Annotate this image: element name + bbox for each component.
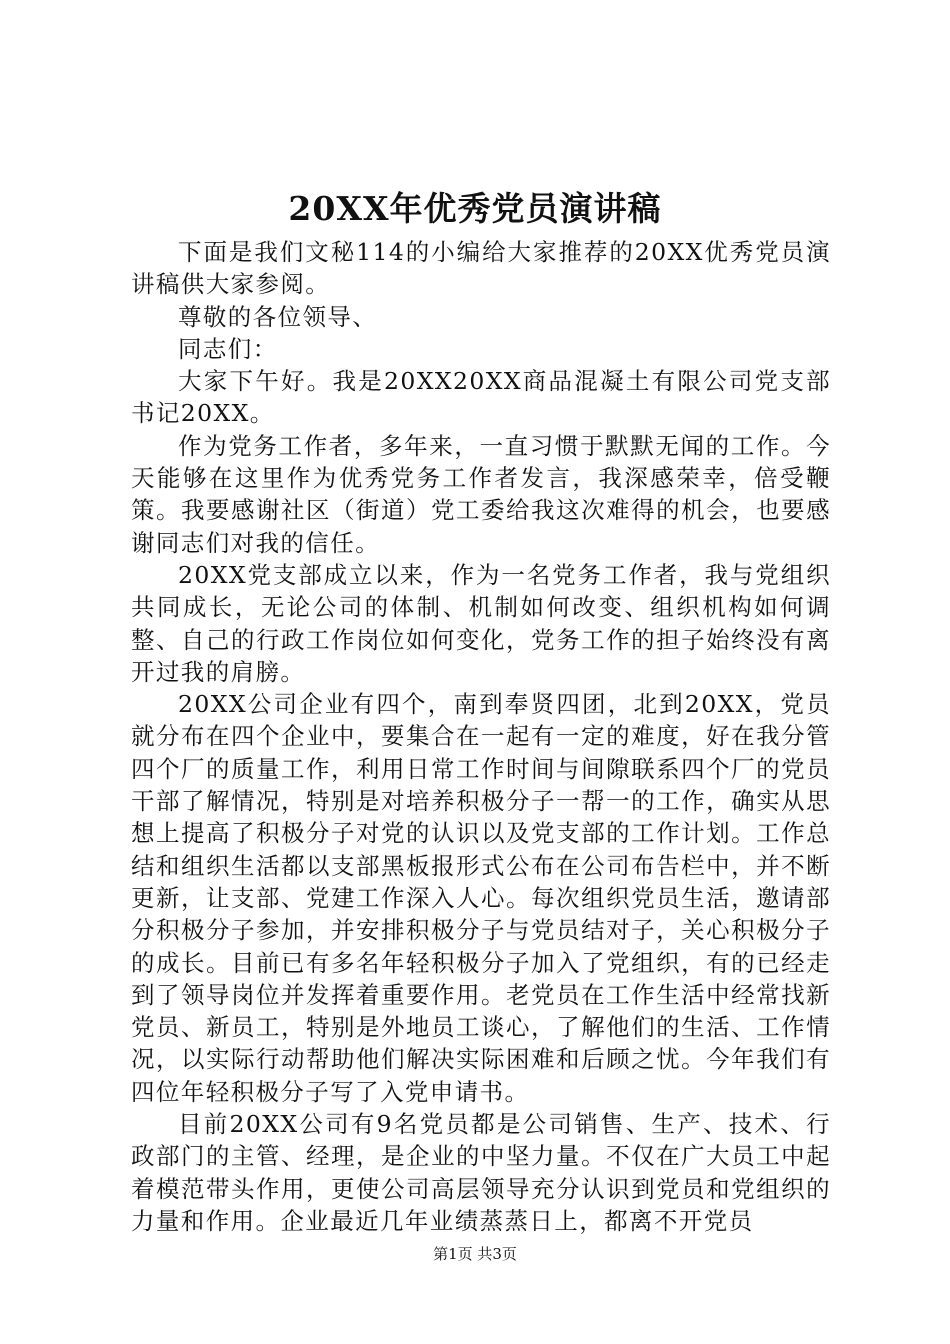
body-paragraph: 目前20XX公司有9名党员都是公司销售、生产、技术、行政部门的主管、经理，是企业的中坚力量。不仅在广大员工中起着模范带头作用，更使公司高层领导充分认识到党员和党组织的力量和作用。企业最近几年业绩蒸蒸日上，都离不开党员 [131, 1110, 831, 1235]
intro-paragraph: 下面是我们文秘114的小编给大家推荐的20XX优秀党员演讲稿供大家参阅。 [131, 238, 831, 299]
page-footer: 第1页 共3页 [433, 1245, 517, 1263]
body-paragraph: 20XX党支部成立以来，作为一名党务工作者，我与党组织共同成长，无论公司的体制、机制如何改变、组织机构如何调整、自己的行政工作岗位如何变化，党务工作的担子始终没有离开过我的肩膀。 [131, 560, 831, 686]
body-paragraph: 作为党务工作者，多年来，一直习惯于默默无闻的工作。今天能够在这里作为优秀党务工作者发言，我深感荣幸，倍受鞭策。我要感谢社区（街道）党工委给我这次难得的机会，也要感谢同志们对我的信任。 [131, 431, 831, 557]
salutation-line-2: 同志们： [178, 334, 278, 363]
salutation-line-1: 尊敬的各位领导、 [178, 302, 378, 331]
greeting-paragraph: 大家下午好。我是20XX20XX商品混凝土有限公司党支部书记20XX。 [131, 367, 831, 428]
document-body [131, 236, 831, 1237]
document-title: 20XX年优秀党员演讲稿 [288, 189, 662, 228]
body-paragraph: 20XX公司企业有四个，南到奉贤四团，北到20XX，党员就分布在四个企业中，要集合在一起有一定的难度，好在我分管四个厂的质量工作，利用日常工作时间与间隙联系四个厂的党员干部了解情况，特别是对培养积极分子一帮一的工作，确实从思想上提高了积极分子对党的认识以及党支部的工作计划。工作总结和组织生活都以支部黑板报形式公布在公司布告栏中，并不断更新，让支部、党建工作深入人心。每次组织党员生活，邀请部分积极分子参加，并安排积极分子与党员结对子，关心积极分子的成长。目前已有多名年轻积极分子加入了党组织，有的已经走到了领导岗位并发挥着重要作用。老党员在工作生活中经常找新党员、新员工，特别是外地员工谈心，了解他们的生活、工作情况，以实际行动帮助他们解决实际困难和后顾之忧。今年我们有四位年轻积极分子写了入党申请书。 [131, 690, 831, 1106]
